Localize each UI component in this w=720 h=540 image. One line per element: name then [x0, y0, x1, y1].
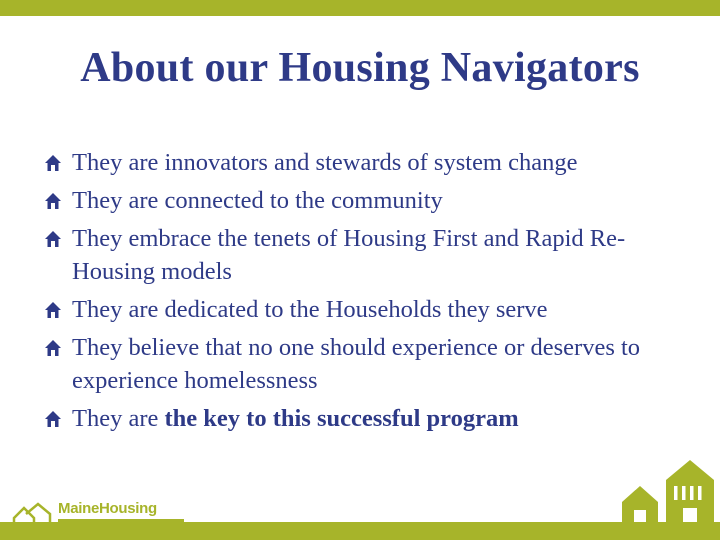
bullet-item: [44, 293, 684, 326]
bullet-text: They embrace the tenets of Housing First and Rapid Re-Housing models: [72, 225, 626, 285]
slide-title: About our Housing Navigators: [80, 45, 640, 91]
house-icon: [44, 301, 62, 319]
bullet-text: They are connected to the community: [72, 187, 443, 214]
bullet-text: They believe that no one should experience or deserves to experience homelessness: [72, 334, 641, 394]
decorative-houses-icon: [612, 458, 720, 529]
top-accent-bar: [0, 0, 720, 16]
bullet-text-emphasis: the key to this successful program: [164, 405, 519, 432]
house-icon: [44, 339, 62, 357]
bullet-item: [44, 184, 684, 217]
house-icon: [44, 154, 62, 172]
house-icon: [44, 410, 62, 428]
bullet-item: [44, 222, 684, 288]
bullet-item: [44, 146, 684, 179]
bottom-accent-bar: [0, 522, 720, 540]
house-icon: [44, 230, 62, 248]
bullet-text-prefix: They are: [72, 405, 165, 432]
house-icon: [44, 192, 62, 210]
bullet-text: They are dedicated to the Households they serve: [72, 296, 548, 323]
bullet-text: They are innovators and stewards of system change: [72, 149, 578, 176]
bullet-item: [44, 402, 684, 435]
logo-name: MaineHousing: [58, 500, 157, 517]
bullet-list: [44, 146, 684, 440]
bullet-item: [44, 331, 684, 397]
